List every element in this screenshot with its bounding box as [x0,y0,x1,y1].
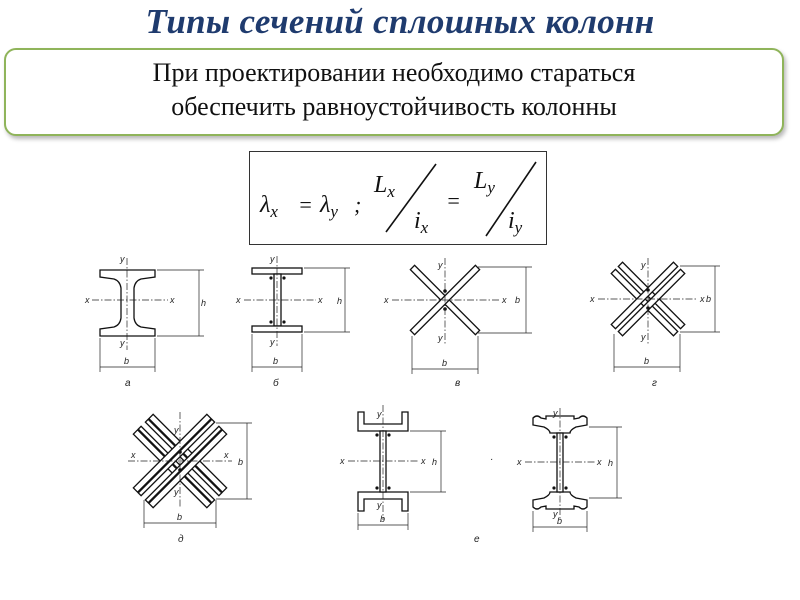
i-beam-shape [100,270,155,336]
axis-y-label: y [174,487,179,497]
axis-x-label: x [421,456,426,466]
axis-x-label: x [170,295,175,305]
b-dimension-label: b [177,512,183,522]
axis-y-label: y [270,254,275,264]
formula-L-y: $L_y$ [474,168,495,197]
weld-dot [282,276,285,279]
section-e-channels [339,405,493,545]
axis-y-label: y [120,338,125,348]
weld-dot [564,486,567,489]
weld-dot [375,433,378,436]
section-seven-i-beams [516,408,622,532]
page-title: Типы сечений сплошных колонн [145,2,655,41]
weld-dot [269,320,272,323]
axis-y-label: y [438,260,443,270]
b-dimension-label: b [442,358,448,368]
h-dimension-label: h [201,298,207,308]
section-b-welded-i [235,254,350,389]
b-dimension-label: b [238,457,244,467]
section-caption: б [273,378,279,389]
section-caption: в [455,378,461,389]
weld-dot [552,486,555,489]
formula-lambda-x: $\lambda_x$ [260,192,278,221]
section-d-cross-of-angles [106,387,253,545]
design-note-callout [4,48,784,136]
weld-dot [564,435,567,438]
section-v-cross-plates [380,240,532,389]
weld-dot [387,486,390,489]
note-line-2: обеспечить равноустойчивость колонны [171,92,617,121]
axis-x-label: x [236,295,241,305]
axis-y-label: y [641,332,646,342]
section-caption: а [125,378,131,389]
formula-lambda-y: $\lambda_y$ [320,192,338,221]
weld-dot [282,320,285,323]
axis-y-label: y [377,500,382,510]
axis-x-label: x [700,294,705,304]
axis-y-label: y [553,509,558,519]
weld-dot [387,433,390,436]
formula-equals-1: = [298,192,313,217]
axis-x-label: x [597,457,602,467]
column-sections-figure [0,240,800,550]
section-caption: е [474,534,480,545]
b-dimension-label: b [273,356,279,366]
formula-equals-2: = [446,188,461,213]
axis-x-label: x [590,294,595,304]
b-dimension-label: b [515,295,521,305]
axis-x-label: x [85,295,90,305]
axis-y-label: y [553,408,558,418]
b-dimension-label: b [557,516,563,526]
section-caption: г [652,378,657,389]
h-dimension-label: h [608,458,614,468]
formula-i-x: $i_x$ [414,208,429,237]
axis-x-label: x [131,450,136,460]
h-dimension-label: h [337,296,343,306]
axis-y-label: y [120,254,125,264]
plate [618,262,684,328]
stability-formula [250,152,546,244]
axis-y-label: y [377,409,382,419]
axis-x-label: x [340,456,345,466]
h-dimension-label: h [432,457,438,467]
b-dimension-label: b [644,356,650,366]
note-line-1: При проектировании необходимо стараться [152,58,636,87]
axis-y-label: y [270,337,275,347]
b-dimension-label: b [380,514,386,524]
section-caption: · [490,454,494,465]
section-caption: д [178,534,184,545]
axis-x-label: x [384,295,389,305]
stability-formula-box [249,151,547,245]
axis-y-label: y [174,425,179,435]
weld-dot [552,435,555,438]
section-g-cross-plates-gap [586,240,720,389]
weld-dot [375,486,378,489]
axis-x-label: x [224,450,229,460]
b-dimension-label: b [124,356,130,366]
weld-dot [269,276,272,279]
axis-y-label: y [438,333,443,343]
formula-L-x: $L_x$ [374,172,395,201]
axis-x-label: x [502,295,507,305]
axis-x-label: x [318,295,323,305]
plate [618,269,684,335]
b-dimension-label: b [706,294,712,304]
axis-y-label: y [641,260,646,270]
axis-x-label: x [517,457,522,467]
formula-i-y: $i_y$ [508,208,523,237]
plate [611,262,677,328]
formula-semicolon: ; [354,192,362,217]
plate [611,269,677,335]
section-a-rolled-i-beam [84,254,206,389]
